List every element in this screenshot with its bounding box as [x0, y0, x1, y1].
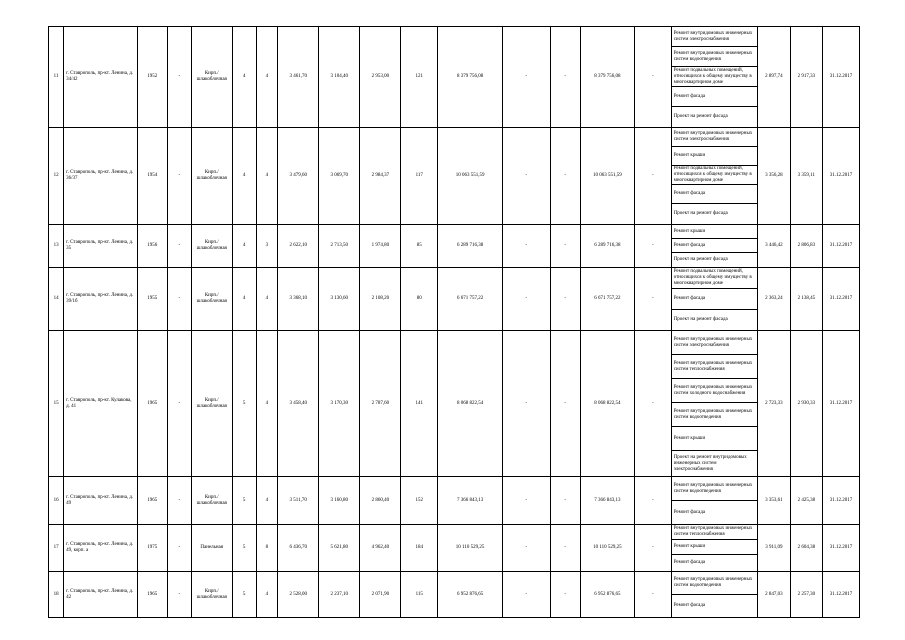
commissioning-cell: - — [167, 525, 191, 572]
entrances-cell: 4 — [256, 331, 278, 477]
deadline-cell: 31.12.2017 — [823, 477, 860, 525]
work-type-cell: Ремонт фасада — [671, 595, 758, 618]
unit-max-cost-cell: 2 917,33 — [790, 27, 822, 128]
unit-max-cost-cell: 2 604,38 — [790, 525, 822, 572]
unit-max-cost-cell: 2 930,33 — [790, 331, 822, 477]
fund-cell: - — [550, 268, 580, 331]
work-type-cell: Ремонт фасада — [671, 555, 758, 572]
entrances-cell: 4 — [256, 128, 278, 225]
work-type-cell: Проект на ремонт фасада — [671, 204, 758, 225]
deadline-cell: 31.12.2017 — [823, 331, 860, 477]
living-area-cell: 3 104,40 — [319, 27, 360, 128]
fund-cell: - — [634, 27, 671, 128]
commissioning-cell: - — [167, 572, 191, 618]
work-type-cell: Проект на ремонт внутридомовых инженерных систем электроснабжения — [671, 451, 758, 477]
work-type-cell: Ремонт внутридомовых инженерных систем водоотведения — [671, 403, 758, 427]
total-cost-cell: 6 952 876,65 — [438, 572, 503, 618]
fund-cell: - — [503, 331, 551, 477]
address-cell: г. Ставрополь, пр-кт. Ленина, д. 39/1б — [64, 268, 138, 331]
total-area-cell: 3 368,10 — [278, 268, 319, 331]
address-cell: г. Ставрополь, пр-кт. Ленина, д. 49 — [64, 477, 138, 525]
table-row — [49, 331, 860, 355]
row-number-cell: 14 — [49, 268, 64, 331]
owner-funds-cell: 6 671 757,22 — [580, 268, 634, 331]
fund-cell: - — [550, 225, 580, 268]
unit-max-cost-cell: 2 425,38 — [790, 477, 822, 525]
residential-area-cell: 2 953,00 — [360, 27, 401, 128]
table-row — [49, 268, 860, 289]
deadline-cell: 31.12.2017 — [823, 525, 860, 572]
living-area-cell: 3 130,60 — [319, 268, 360, 331]
wall-material-cell: Кирп./ шлакоблочная — [191, 572, 232, 618]
residential-area-cell: 2 984,37 — [360, 128, 401, 225]
commissioning-cell: - — [167, 27, 191, 128]
work-type-cell: Ремонт подвальных помещений, относящихся к общему имуществу в многоквартирном доме — [671, 67, 758, 87]
residential-area-cell: 2 071,90 — [360, 572, 401, 618]
total-area-cell: 3 461,70 — [278, 27, 319, 128]
living-area-cell: 3 160,80 — [319, 477, 360, 525]
total-area-cell: 2 622,10 — [278, 225, 319, 268]
wall-material-cell: Кирп./ шлакоблочная — [191, 268, 232, 331]
residential-area-cell: 2 108,20 — [360, 268, 401, 331]
fund-cell: - — [550, 128, 580, 225]
owner-funds-cell: 6 289 716,38 — [580, 225, 634, 268]
total-area-cell: 2 528,00 — [278, 572, 319, 618]
work-type-cell: Ремонт подвальных помещений, относящихся к общему имуществу в многоквартирном доме — [671, 166, 758, 185]
work-type-cell: Ремонт внутридомовых инженерных систем электроснабжения — [671, 27, 758, 47]
owner-funds-cell: 6 952 876,65 — [580, 572, 634, 618]
fund-cell: - — [503, 225, 551, 268]
work-type-cell: Ремонт фасада — [671, 289, 758, 310]
fund-cell: - — [550, 27, 580, 128]
repair-program-table — [48, 26, 860, 618]
unit-max-cost-cell: 2 806,83 — [790, 225, 822, 268]
fund-cell: - — [503, 477, 551, 525]
unit-cost-cell: 3 356,28 — [758, 128, 790, 225]
year-built-cell: 1954 — [137, 128, 167, 225]
residential-area-cell: 2 787,60 — [360, 331, 401, 477]
row-number-cell: 16 — [49, 477, 64, 525]
fund-cell: - — [634, 128, 671, 225]
work-type-cell: Ремонт крыши — [671, 225, 758, 239]
commissioning-cell: - — [167, 331, 191, 477]
commissioning-cell: - — [167, 128, 191, 225]
work-type-cell: Ремонт внутридомовых инженерных систем теплоснабжения — [671, 525, 758, 540]
owner-funds-cell: 7 366 843,13 — [580, 477, 634, 525]
living-area-cell: 3 170,30 — [319, 331, 360, 477]
address-cell: г. Ставрополь, пр-кт. Ленина, д. 34/42 — [64, 27, 138, 128]
entrances-cell: 4 — [256, 477, 278, 525]
address-cell: г. Ставрополь, пр-кт. Ленина, д. 36/37 — [64, 128, 138, 225]
year-built-cell: 1975 — [137, 525, 167, 572]
work-type-cell: Ремонт фасада — [671, 501, 758, 525]
address-cell: г. Ставрополь, пр-кт. Ленина, д. 42 — [64, 572, 138, 618]
table-row — [49, 225, 860, 239]
work-type-cell: Ремонт внутридомовых инженерных систем электроснабжения — [671, 128, 758, 147]
work-type-cell: Ремонт подвальных помещений, относящихся к общему имуществу в многоквартирном доме — [671, 268, 758, 289]
work-type-cell: Ремонт крыши — [671, 427, 758, 451]
work-type-cell: Ремонт фасада — [671, 185, 758, 204]
fund-cell: - — [634, 572, 671, 618]
deadline-cell: 31.12.2017 — [823, 27, 860, 128]
owner-funds-cell: 10 063 551,59 — [580, 128, 634, 225]
row-number-cell: 15 — [49, 331, 64, 477]
total-area-cell: 6 436,70 — [278, 525, 319, 572]
table-row — [49, 525, 860, 540]
work-type-cell: Проект на ремонт фасада — [671, 310, 758, 331]
unit-max-cost-cell: 3 359,11 — [790, 128, 822, 225]
fund-cell: - — [503, 525, 551, 572]
deadline-cell: 31.12.2017 — [823, 225, 860, 268]
wall-material-cell: Кирп./ шлакоблочная — [191, 331, 232, 477]
table-row — [49, 27, 860, 47]
total-cost-cell: 8 068 822,54 — [438, 331, 503, 477]
work-type-cell: Ремонт фасада — [671, 239, 758, 253]
floors-cell: 4 — [232, 225, 256, 268]
year-built-cell: 1955 — [137, 268, 167, 331]
owner-funds-cell: 8 068 822,54 — [580, 331, 634, 477]
work-type-cell: Ремонт внутридомовых инженерных систем электроснабжения — [671, 331, 758, 355]
total-cost-cell: 7 366 843,13 — [438, 477, 503, 525]
fund-cell: - — [550, 331, 580, 477]
deadline-cell: 31.12.2017 — [823, 268, 860, 331]
total-cost-cell: 8 379 756,08 — [438, 27, 503, 128]
unit-max-cost-cell: 2 257,30 — [790, 572, 822, 618]
entrances-cell: 4 — [256, 27, 278, 128]
fund-cell: - — [503, 27, 551, 128]
residents-cell: 184 — [401, 525, 438, 572]
fund-cell: - — [503, 268, 551, 331]
row-number-cell: 18 — [49, 572, 64, 618]
unit-cost-cell: 3 911,09 — [758, 525, 790, 572]
unit-cost-cell: 3 353,61 — [758, 477, 790, 525]
unit-max-cost-cell: 2 138,45 — [790, 268, 822, 331]
entrances-cell: 8 — [256, 525, 278, 572]
floors-cell: 4 — [232, 128, 256, 225]
deadline-cell: 31.12.2017 — [823, 128, 860, 225]
floors-cell: 4 — [232, 27, 256, 128]
row-number-cell: 17 — [49, 525, 64, 572]
residents-cell: 141 — [401, 331, 438, 477]
entrances-cell: 4 — [256, 268, 278, 331]
residential-area-cell: 4 962,40 — [360, 525, 401, 572]
fund-cell: - — [634, 225, 671, 268]
wall-material-cell: Кирп./ шлакоблочная — [191, 477, 232, 525]
address-cell: г. Ставрополь, пр-кт. Ленина, д. 35 — [64, 225, 138, 268]
wall-material-cell: Кирп./ шлакоблочная — [191, 128, 232, 225]
floors-cell: 5 — [232, 477, 256, 525]
work-type-cell: Ремонт внутридомовых инженерных систем водоотведения — [671, 47, 758, 67]
work-type-cell: Ремонт внутридомовых инженерных систем водоотведения — [671, 572, 758, 595]
living-area-cell: 2 237,10 — [319, 572, 360, 618]
residents-cell: 80 — [401, 268, 438, 331]
fund-cell: - — [634, 477, 671, 525]
living-area-cell: 5 621,80 — [319, 525, 360, 572]
entrances-cell: 4 — [256, 572, 278, 618]
residential-area-cell: 1 974,80 — [360, 225, 401, 268]
work-type-cell: Ремонт внутридомовых инженерных систем теплоснабжения — [671, 355, 758, 379]
wall-material-cell: Кирп./ шлакоблочная — [191, 225, 232, 268]
owner-funds-cell: 8 379 756,08 — [580, 27, 634, 128]
row-number-cell: 11 — [49, 27, 64, 128]
residents-cell: 115 — [401, 572, 438, 618]
commissioning-cell: - — [167, 268, 191, 331]
table-row — [49, 572, 860, 595]
fund-cell: - — [634, 331, 671, 477]
floors-cell: 5 — [232, 572, 256, 618]
floors-cell: 5 — [232, 331, 256, 477]
year-built-cell: 1965 — [137, 331, 167, 477]
table-row — [49, 477, 860, 501]
residents-cell: 152 — [401, 477, 438, 525]
unit-cost-cell: 2 363,24 — [758, 268, 790, 331]
living-area-cell: 2 713,50 — [319, 225, 360, 268]
residential-area-cell: 2 860,40 — [360, 477, 401, 525]
work-type-cell: Проект на ремонт фасада — [671, 253, 758, 268]
fund-cell: - — [634, 525, 671, 572]
work-type-cell: Ремонт внутридомовых инженерных систем водоотведения — [671, 477, 758, 501]
row-number-cell: 13 — [49, 225, 64, 268]
unit-cost-cell: 3 446,42 — [758, 225, 790, 268]
owner-funds-cell: 10 110 529,25 — [580, 525, 634, 572]
year-built-cell: 1965 — [137, 572, 167, 618]
work-type-cell: Ремонт фасада — [671, 87, 758, 107]
living-area-cell: 3 069,70 — [319, 128, 360, 225]
unit-cost-cell: 2 847,03 — [758, 572, 790, 618]
table-row — [49, 128, 860, 147]
work-type-cell: Ремонт крыши — [671, 540, 758, 555]
total-cost-cell: 10 063 551,59 — [438, 128, 503, 225]
deadline-cell: 31.12.2017 — [823, 572, 860, 618]
entrances-cell: 3 — [256, 225, 278, 268]
total-area-cell: 3 479,60 — [278, 128, 319, 225]
commissioning-cell: - — [167, 477, 191, 525]
work-type-cell: Ремонт внутридомовых инженерных систем холодного водоснабжения — [671, 379, 758, 403]
total-area-cell: 3 458,40 — [278, 331, 319, 477]
work-type-cell: Проект на ремонт фасада — [671, 107, 758, 128]
total-area-cell: 3 511,70 — [278, 477, 319, 525]
fund-cell: - — [503, 572, 551, 618]
residents-cell: 121 — [401, 27, 438, 128]
row-number-cell: 12 — [49, 128, 64, 225]
residents-cell: 117 — [401, 128, 438, 225]
residents-cell: 85 — [401, 225, 438, 268]
total-cost-cell: 6 671 757,22 — [438, 268, 503, 331]
work-type-cell: Ремонт крыши — [671, 147, 758, 166]
total-cost-cell: 6 289 716,38 — [438, 225, 503, 268]
wall-material-cell: Панельная — [191, 525, 232, 572]
wall-material-cell: Кирп./ шлакоблочная — [191, 27, 232, 128]
year-built-cell: 1952 — [137, 27, 167, 128]
fund-cell: - — [634, 268, 671, 331]
fund-cell: - — [550, 477, 580, 525]
address-cell: г. Ставрополь, пр-кт. Кулакова, д. 41 — [64, 331, 138, 477]
total-cost-cell: 10 110 529,25 — [438, 525, 503, 572]
fund-cell: - — [550, 525, 580, 572]
address-cell: г. Ставрополь, пр-кт. Ленина, д. 49, корп. а — [64, 525, 138, 572]
unit-cost-cell: 2 723,33 — [758, 331, 790, 477]
year-built-cell: 1956 — [137, 225, 167, 268]
fund-cell: - — [503, 128, 551, 225]
floors-cell: 5 — [232, 525, 256, 572]
fund-cell: - — [550, 572, 580, 618]
commissioning-cell: - — [167, 225, 191, 268]
year-built-cell: 1965 — [137, 477, 167, 525]
unit-cost-cell: 2 897,74 — [758, 27, 790, 128]
floors-cell: 4 — [232, 268, 256, 331]
